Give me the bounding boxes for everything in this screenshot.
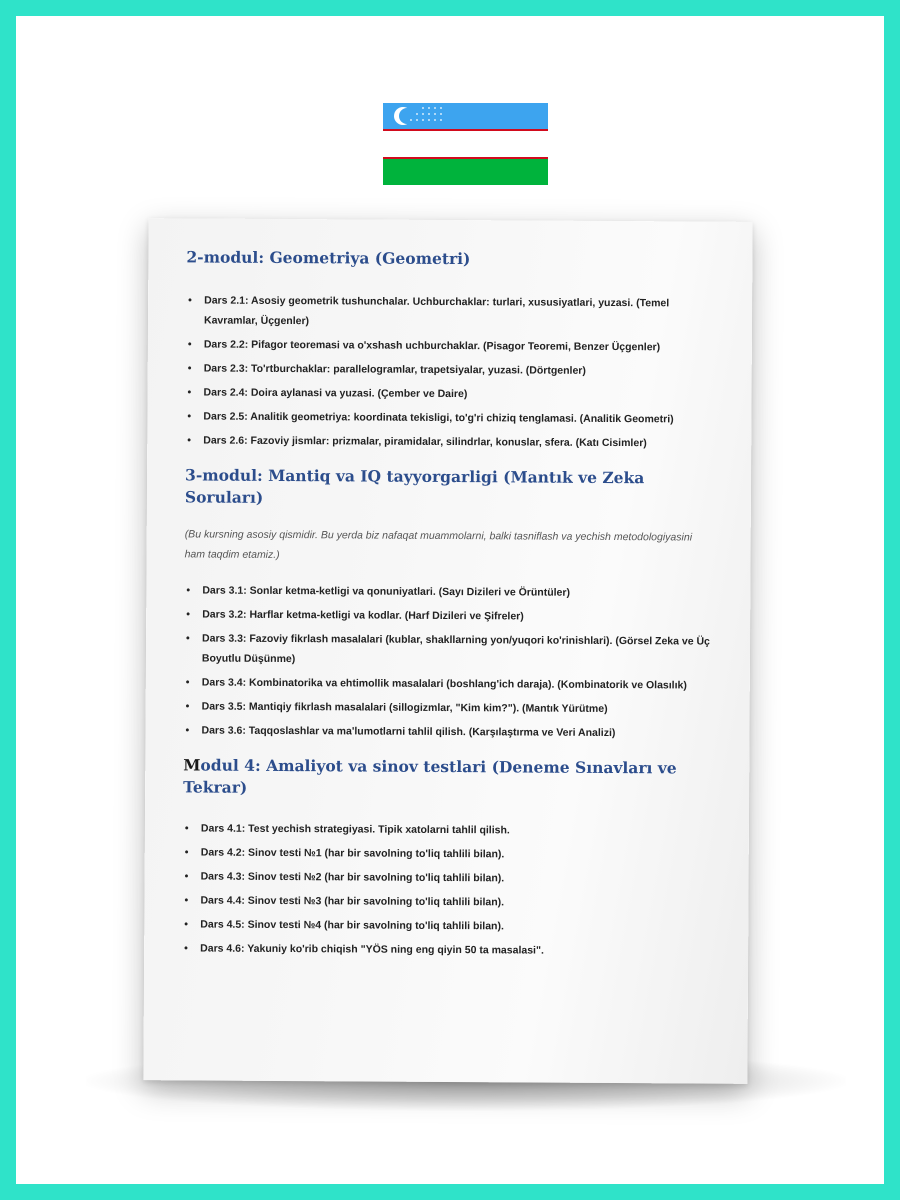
module-3 [183, 464, 715, 743]
lesson-2-2: • Dars 2.2: Pifagor teoremasi va o'xshash uchburchaklar. (Pisagor Teoremi, Benzer Üçgenler) [186, 334, 716, 357]
module-3-intro: (Bu kursning asosiy qismidir. Bu yerda biz nafaqat muammolarni, balki tasniflash va yechish metodologiyasini ham taqdim etamiz.) [184, 528, 693, 561]
lesson-2-4: • Dars 2.4: Doira aylanasi va yuzasi. (Çember ve Daire) [186, 382, 716, 405]
lesson-2-3: • Dars 2.3: To'rtburchaklar: parallelogramlar, trapetsiyalar, yuzasi. (Dörtgenler) [186, 358, 716, 381]
module-4-title-rest: odul 4: Amaliyot va sinov testlari (Deneme Sınavları ve Tekrar) [183, 755, 677, 797]
module-3-title: 3-modul: Mantiq va IQ tayyorgarligi (Mantık ve Zeka Soruları) [184, 465, 645, 507]
lesson-4-5: • Dars 4.5: Sinov testi №4 (har bir savolning to'liq tahlili bilan). [182, 914, 712, 937]
lesson-3-2: • Dars 3.2: Harflar ketma-ketligi va kodlar. (Harf Dizileri ve Şifreler) [184, 604, 714, 627]
lesson-3-1: • Dars 3.1: Sonlar ketma-ketligi va qonuniyatlari. (Sayı Dizileri ve Örüntüler) [184, 580, 714, 603]
lesson-4-2: • Dars 4.2: Sinov testi №1 (har bir savolning to'liq tahlili bilan). [183, 842, 713, 865]
lesson-3-6: • Dars 3.6: Taqqoslashlar va ma'lumotlarni tahlil qilish. (Karşılaştırma ve Veri Analizi) [183, 720, 713, 743]
lesson-4-4: • Dars 4.4: Sinov testi №3 (har bir savolning to'liq tahlili bilan). [182, 890, 712, 913]
module-4-title-initial: M [183, 755, 201, 775]
lesson-4-3: • Dars 4.3: Sinov testi №2 (har bir savolning to'liq tahlili bilan). [183, 866, 713, 889]
module-3-lessons [183, 580, 714, 743]
lesson-3-3: • Dars 3.3: Fazoviy fikrlash masalalari (kublar, shakllarning yon/yuqori ko'rinishlari). (Görsel Zeka ve Üç Boyutlu Düşünme) [184, 628, 714, 671]
uzbekistan-flag-icon [383, 103, 548, 185]
lesson-4-6: • Dars 4.6: Yakuniy ko'rib chiqish "YÖS ning eng qiyin 50 ta masalasi". [182, 938, 712, 961]
module-4-lessons [182, 818, 713, 961]
module-4 [182, 754, 713, 961]
module-2 [185, 246, 716, 453]
lesson-4-1: • Dars 4.1: Test yechish strategiyasi. Tipik xatolarni tahlil qilish. [183, 818, 713, 841]
module-2-lessons [185, 290, 716, 453]
document-content [182, 246, 716, 965]
lesson-3-5: • Dars 3.5: Mantiqiy fikrlash masalalari (sillogizmlar, "Kim kim?"). (Mantık Yürütme) [184, 696, 714, 719]
module-4-title [183, 754, 713, 801]
document-sheet [143, 218, 752, 1084]
lesson-2-1: • Dars 2.1: Asosiy geometrik tushunchalar. Uchburchaklar: turlari, xususiyatlari, yuzasi. (Temel Kavramlar, Üçgenler) [186, 290, 716, 333]
lesson-2-5: • Dars 2.5: Analitik geometriya: koordinata tekisligi, to'g'ri chiziq tenglamasi. (Analitik Geometri) [185, 406, 715, 429]
lesson-3-4: • Dars 3.4: Kombinatorika va ehtimollik masalalari (boshlang'ich daraja). (Kombinatorik ve Olasılık) [184, 672, 714, 695]
module-2-title: 2-modul: Geometriya (Geometri) [186, 247, 471, 269]
lesson-2-6: • Dars 2.6: Fazoviy jismlar: prizmalar, piramidalar, silindrlar, konuslar, sfera. (Katı Cisimler) [185, 430, 715, 453]
